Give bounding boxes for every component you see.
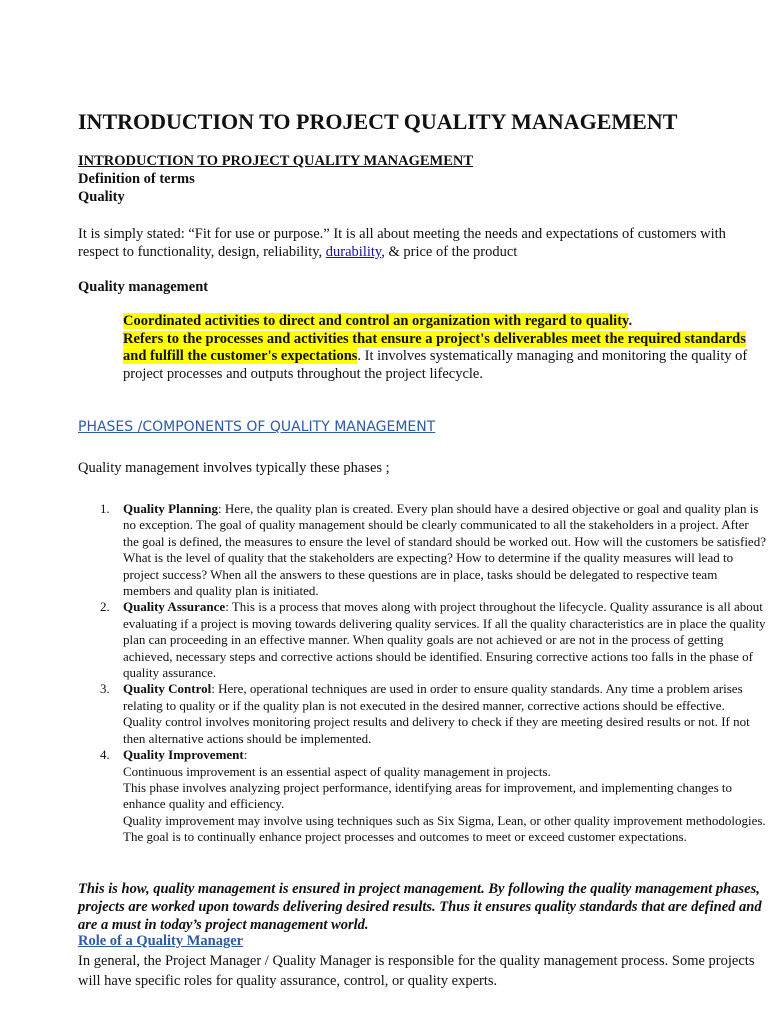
phase-name: Quality Assurance xyxy=(123,599,226,615)
phases-heading[interactable]: PHASES /COMPONENTS OF QUALITY MANAGEMENT xyxy=(78,419,436,435)
improvement-line: The goal is to continually enhance project processes and outcomes to meet or exceed customer expectations. xyxy=(123,829,687,845)
list-number: 3. xyxy=(100,681,110,697)
definition-heading: Definition of terms xyxy=(78,171,195,187)
list-number: 4. xyxy=(100,747,110,763)
role-heading[interactable]: Role of a Quality Manager xyxy=(78,933,244,949)
phase-list xyxy=(78,501,766,846)
list-item xyxy=(78,747,766,845)
improvement-line: This phase involves analyzing project performance, identifying areas for improvement, and implementing changes to enhance quality and efficiency. xyxy=(123,779,733,812)
phase-name: Quality Improvement xyxy=(123,747,244,763)
phase-text: : Here, the quality plan is created. Every plan should have a desired objective or goal and quality plan is no exception. The goal of quality management should be clearly communicated to all the stakeholders in a project. After the goal is defined, the measures to ensure the level of standard should be worked out. How will the customers be satisfied? What is the level of quality that the stakeholders are expecting? How to determine if the quality measures will lead to project success? When all the answers to these questions are in place, tasks should be delegated to respective team members and quality plan is initiated. xyxy=(123,501,766,599)
role-paragraph: In general, the Project Manager / Quality Manager is responsible for the quality management process. Some projects will have specific roles for quality assurance, control, or quality experts. xyxy=(78,953,755,989)
qm-text-rest: . It involves systematically managing and monitoring the quality of project processes and outputs throughout the project lifecycle. xyxy=(123,348,748,382)
quality-text-1: It is simply stated: “Fit for use or purpose.” It is all about meeting the needs and expectations of customers with respect to functionality, design, reliability, xyxy=(78,226,726,260)
phases-intro: Quality management involves typically these phases ; xyxy=(78,460,390,476)
qm-heading: Quality management xyxy=(78,279,209,295)
closing-paragraph: This is how, quality management is ensured in project management. By following the quality management phases, projects are worked upon towards delivering desired results. Thus it ensures quality standards that are defined and are a must in today’s project management world. xyxy=(78,881,762,933)
qm-highlight-2: Refers to the processes and activities that ensure a project's deliverables meet the required standards and fulfill the customer's expectations xyxy=(123,330,746,364)
qm-dot: . xyxy=(628,313,633,329)
list-number: 1. xyxy=(100,501,110,516)
durability-link[interactable]: durability xyxy=(325,244,382,260)
list-item xyxy=(78,681,766,747)
section-subtitle: INTRODUCTION TO PROJECT QUALITY MANAGEMENT xyxy=(78,153,474,169)
list-number: 2. xyxy=(100,599,110,615)
phase-text: : Here, operational techniques are used in order to ensure quality standards. Any time a problem arises relating to quality or if the quality plan is not executed in the desired manner, corrective actions should be effective. Quality control involves monitoring project results and delivery to check if they are meeting desired results or not. If not then alternative actions should be implemented. xyxy=(123,681,750,746)
phase-name: Quality Control xyxy=(123,681,212,697)
list-item xyxy=(78,599,766,681)
phase-text: : This is a process that moves along with project throughout the lifecycle. Quality assurance is all about evaluating if a project is moving towards delivering quality services. If all the quality characteristics are in place the quality plan can proceeding in an effective manner. When quality goals are not achieved or are not in the process of getting achieved, necessary steps and corrective actions should be identified. Ensuring corrective actions too falls in the phase of quality assurance. xyxy=(123,599,766,681)
improvement-line: Quality improvement may involve using techniques such as Six Sigma, Lean, or other quality improvement methodologies. xyxy=(123,812,766,828)
improvement-line: Continuous improvement is an essential aspect of quality management in projects. xyxy=(123,763,551,779)
page-title: INTRODUCTION TO PROJECT QUALITY MANAGEMENT xyxy=(78,109,678,134)
phase-text: : xyxy=(243,747,248,763)
quality-definition xyxy=(78,225,766,261)
qm-definition xyxy=(123,313,763,383)
list-item xyxy=(78,501,766,599)
phase-name: Quality Planning xyxy=(123,501,218,516)
quality-heading: Quality xyxy=(78,189,125,205)
quality-text-2: , & price of the product xyxy=(381,244,518,260)
qm-highlight-1: Coordinated activities to direct and control an organization with regard to quality xyxy=(123,313,629,329)
